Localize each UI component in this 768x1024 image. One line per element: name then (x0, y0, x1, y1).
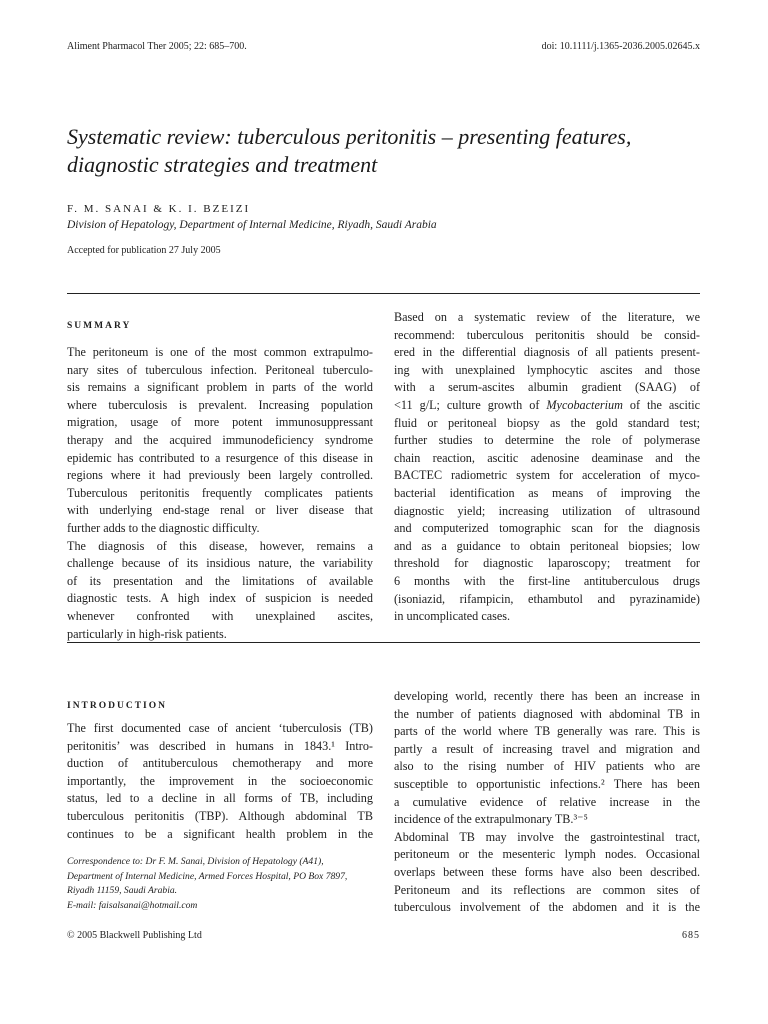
text-line: incidence of the extrapulmonary TB.³⁻⁵ (394, 812, 588, 827)
species-name: Mycobacterium (546, 397, 623, 412)
text-line: fluid or peritoneal biopsy as the gold standard test; (394, 415, 700, 430)
text-line: with underlying end-stage renal or liver disease that (67, 503, 373, 518)
text-line: bacterial identification as means of improving the (394, 485, 700, 500)
text-line: tuberculous peritonitis (TBP). Although abdominal TB (67, 808, 373, 823)
text-line: in uncomplicated cases. (394, 609, 511, 624)
text-line: sis remains a significant problem in parts of the world (67, 380, 373, 395)
text-line: tuberculous involvement of the abdomen and it is the (394, 900, 700, 915)
text-line: migration, usage of more potent immunosuppressant (67, 415, 373, 430)
text-line: of its presentation and the limitations of available (67, 573, 373, 588)
affiliation: Division of Hepatology, Department of Internal Medicine, Riyadh, Saudi Arabia (67, 219, 437, 231)
text-line: a cumulative evidence of relative increase in the (394, 794, 700, 809)
text-line: challenge because of its insidious nature, the variability (67, 556, 373, 571)
text-line: overlaps between these forms have also been described. (394, 864, 700, 879)
text-line: peritonitis’ was described in humans in 1843.¹ Intro- (67, 738, 373, 753)
correspondence-note (67, 855, 373, 913)
text-line: epidemic has contributed to a resurgence of this disease in (67, 450, 373, 465)
text-line: developing world, recently there has been an increase in (394, 689, 700, 703)
text-line: further adds to the diagnostic difficulty. (67, 520, 260, 535)
text-line: duction of antituberculous chemotherapy and more (67, 756, 373, 771)
page-number: 685 (682, 930, 700, 941)
copyright: © 2005 Blackwell Publishing Ltd (67, 930, 202, 941)
email-address[interactable]: E-mail: faisalsanai@hotmail.com (67, 899, 198, 911)
text-line: further studies to determine the role of polymerase (394, 433, 700, 448)
text-line: partly a result of increasing travel and migration and (394, 741, 700, 756)
article-title (67, 123, 707, 179)
text-line: Based on a systematic review of the literature, we (394, 310, 700, 324)
text-line: The diagnosis of this disease, however, remains a (67, 538, 373, 553)
text-line: peritoneum or the mesenteric lymph nodes. Occasional (394, 847, 700, 862)
introduction-heading: INTRODUCTION (67, 701, 168, 711)
text-line: recommend: tuberculous peritonitis should be consid- (394, 327, 700, 342)
text-line: also to the rising number of HIV patients who are (394, 759, 700, 774)
accepted-date: Accepted for publication 27 July 2005 (67, 245, 221, 256)
text-line: parts of the world where TB generally was rare. This is (394, 724, 700, 739)
correspondence-line: Department of Internal Medicine, Armed Forces Hospital, PO Box 7897, (67, 870, 348, 882)
divider-top (67, 293, 700, 294)
text-line: ered in the differential diagnosis of all patients present- (394, 345, 700, 360)
doi[interactable]: doi: 10.1111/j.1365-2036.2005.02645.x (541, 41, 700, 52)
text-line: diagnostic tests. A high index of suspicion is needed (67, 591, 373, 606)
text-line: chain reaction, ascitic adenosine deaminase and the (394, 450, 700, 465)
introduction-right-column (394, 688, 700, 917)
text-line: continues to be a significant health problem in the (67, 826, 373, 841)
text-line: nary sites of tuberculous infection. Peritoneal tuberculo- (67, 362, 373, 377)
text-line: The first documented case of ancient ‘tuberculosis (TB) (67, 721, 373, 735)
text-line: The peritoneum is one of the most common extrapulmo- (67, 345, 373, 359)
text-line: Peritoneum and its reflections are common sites of (394, 882, 700, 897)
summary-left-column (67, 344, 373, 643)
text-line: Tuberculous peritonitis frequently complicates patients (67, 485, 373, 500)
text-line: <11 g/L; culture growth of Mycobacterium of the ascitic (394, 397, 700, 412)
text-line: Abdominal TB may involve the gastrointestinal tract, (394, 829, 700, 844)
text-line: and computerized tomographic scan for the diagnosis (394, 521, 700, 536)
text-line: ing with unexplained lymphocytic ascites and those (394, 362, 700, 377)
text-line: susceptible to opportunistic infections.² There has been (394, 776, 700, 791)
summary-heading: SUMMARY (67, 321, 132, 331)
text-line: regions where it had previously been largely controlled. (67, 468, 373, 483)
text-line: therapy and the acquired immunodeficiency syndrome (67, 432, 373, 447)
text-line: and as a guidance to obtain peritoneal biopsies; low (394, 538, 700, 553)
text-line: (isoniazid, rifampicin, ethambutol and pyrazinamide) (394, 591, 700, 606)
text-line: BACTEC radiometric system for acceleration of myco- (394, 468, 700, 483)
text-line: with a serum-ascites albumin gradient (SAAG) of (394, 380, 700, 395)
journal-citation: Aliment Pharmacol Ther 2005; 22: 685–700. (67, 41, 247, 52)
divider-summary-end (67, 642, 700, 643)
text-line: status, led to a decline in all forms of TB, including (67, 791, 373, 806)
text-line: importantly, the improvement in the socioeconomic (67, 773, 373, 788)
text-line: particularly in high-risk patients. (67, 626, 227, 641)
correspondence-line: Correspondence to: Dr F. M. Sanai, Division of Hepatology (A41), (67, 856, 324, 867)
text-line: the number of patients diagnosed with abdominal TB in (394, 706, 700, 721)
title-line: Systematic review: tuberculous peritonitis – presenting features, (67, 124, 632, 149)
text-line: whenever confronted with unexplained ascites, (67, 608, 373, 623)
text-line: 6 months with the first-line antituberculous drugs (394, 573, 700, 588)
title-line: diagnostic strategies and treatment (67, 152, 378, 177)
summary-right-column (394, 309, 700, 626)
authors: F. M. SANAI & K. I. BZEIZI (67, 203, 251, 215)
text-line: where tuberculosis is prevalent. Increasing population (67, 397, 373, 412)
text-line: threshold for diagnostic laparoscopy; treatment for (394, 556, 700, 571)
introduction-left-column (67, 720, 373, 843)
correspondence-line: Riyadh 11159, Saudi Arabia. (67, 885, 178, 897)
text-line: diagnostic yield; increasing utilization of ultrasound (394, 503, 700, 518)
